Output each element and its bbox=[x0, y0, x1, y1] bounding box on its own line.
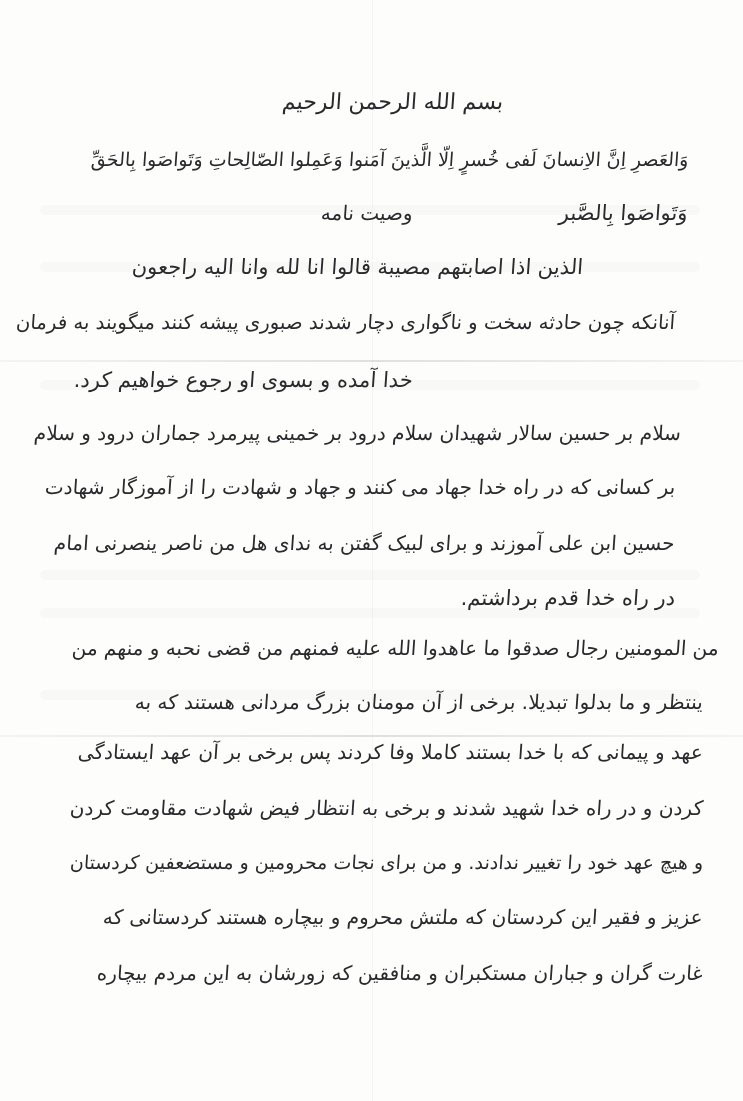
text-line: غارت گران و جباران مستکبران و منافقین که زورشان به این مردم بیچاره bbox=[96, 961, 704, 985]
text-line: خدا آمده و بسوی او رجوع خواهیم کرد. bbox=[73, 368, 414, 392]
bleed-through-mark bbox=[40, 570, 700, 580]
text-line: من المومنین رجال صدقوا ما عاهدوا الله علیه فمنهم من قضی نحبه و منهم من bbox=[71, 636, 720, 660]
quran-verse-line: وَتَواصَوا بِالصَّبر bbox=[558, 201, 689, 225]
text-line: عزیز و فقیر این کردستان که ملتش محروم و بیچاره هستند کردستانی که bbox=[102, 905, 704, 929]
text-line: در راه خدا قدم برداشتم. bbox=[459, 586, 676, 610]
text-line: سلام بر حسین سالار شهیدان سلام درود بر خمینی پیرمرد جماران درود و سلام bbox=[33, 421, 682, 445]
text-line: آنانکه چون حادثه سخت و ناگواری دچار شدند صبوری پیشه کنند میگویند به فرمان bbox=[15, 311, 676, 334]
text-line: و هیچ عهد خود را تغییر ندادند. و من برای نجات محرومین و مستضعفین کردستان bbox=[68, 852, 704, 874]
text-line: عهد و پیمانی که با خدا بستند کاملا وفا کردند پس برخی بر آن عهد ایستادگی bbox=[77, 740, 704, 764]
text-line: بر کسانی که در راه خدا جهاد می کنند و جهاد و شهادت را از آموزگار شهادت bbox=[43, 475, 676, 499]
text-line: حسین ابن علی آموزند و برای لبیک گفتن به ندای هل من ناصر ینصرنی امام bbox=[53, 531, 676, 555]
bismillah-heading: بسم الله الرحمن الرحیم bbox=[281, 90, 504, 115]
text-line: الذین اذا اصابتهم مصیبة قالوا انا لله وانا الیه راجعون bbox=[131, 255, 584, 279]
text-line: ینتظر و ما بدلوا تبدیلا. برخی از آن مومنان بزرگ مردانی هستند که به bbox=[134, 690, 704, 714]
text-line: کردن و در راه خدا شهید شدند و برخی به انتظار فیض شهادت مقاومت کردن bbox=[68, 796, 704, 820]
letter-title: وصیت نامه bbox=[320, 201, 414, 225]
quran-verse-line: وَالعَصرِ اِنَّ الاِنسانَ لَفی خُسرٍ اِلّا الَّذینَ آمَنوا وَعَمِلوا الصّالِحاتِ وَتَواصَوا بِالحَقِّ bbox=[89, 149, 689, 171]
